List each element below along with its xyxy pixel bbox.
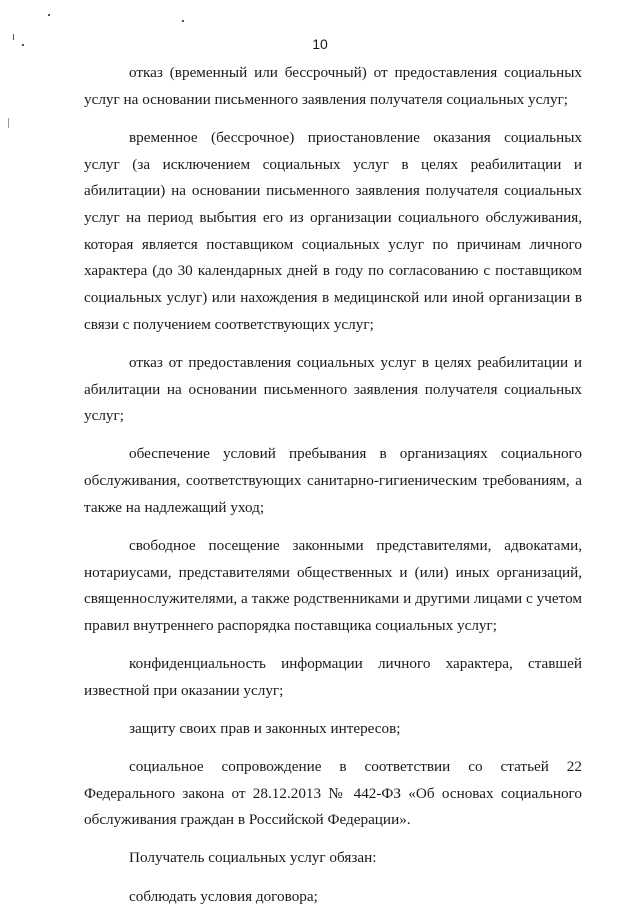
paragraph-suspension-of-services: временное (бессрочное) приостановление оказания социальных услуг (за исключением социальных услуг в целях реабилитации и абилитации) на основании письменного заявления получателя социальных услуг на период выбытия его из организации социального обслуживания, которая является поставщиком социальных услуг по причинам личного характера (до 30 календарных дней в году по согласованию с поставщиком социальных услуг) или нахождения в медицинской или иной организации в связи с получением соответствующих услуг;	[84, 128, 582, 333]
paragraph-free-visits: свободное посещение законными представителями, адвокатами, нотариусами, представителями общественных и (или) иных организаций, священнослужителями, а также родственниками и другими лицами с учетом правил внутреннего распорядка поставщика социальных услуг;	[84, 536, 582, 634]
paragraph-social-support: социальное сопровождение в соответствии со статьей 22 Федерального закона от 28.12.2013 № 442-ФЗ «Об основах социального обслуживания граждан в Российской Федерации».	[84, 757, 582, 829]
scan-artifact-mark	[48, 14, 50, 16]
paragraph-recipient-obligations-heading: Получатель социальных услуг обязан:	[129, 849, 377, 867]
paragraph-rights-protection: защиту своих прав и законных интересов;	[129, 719, 401, 737]
paragraph-confidentiality: конфиденциальность информации личного характера, ставшей известной при оказании услуг;	[84, 655, 582, 699]
paragraph-refusal-of-services: отказ (временный или бессрочный) от предоставления социальных услуг на основании письменного заявления получателя социальных услуг;	[84, 64, 582, 108]
page-number: 10	[312, 36, 328, 52]
paragraph-refusal-rehabilitation: отказ от предоставления социальных услуг в целях реабилитации и абилитации на основании письменного заявления получателя социальных услуг;	[84, 353, 582, 425]
scan-artifact-mark	[182, 20, 184, 22]
document-body	[84, 60, 582, 922]
paragraph-living-conditions: обеспечение условий пребывания в организациях социального обслуживания, соответствующих санитарно-гигиеническим требованиям, а также на надлежащий уход;	[84, 445, 582, 516]
paragraph-comply-with-contract: соблюдать условия договора;	[129, 887, 318, 905]
scan-artifact-mark	[8, 118, 9, 128]
